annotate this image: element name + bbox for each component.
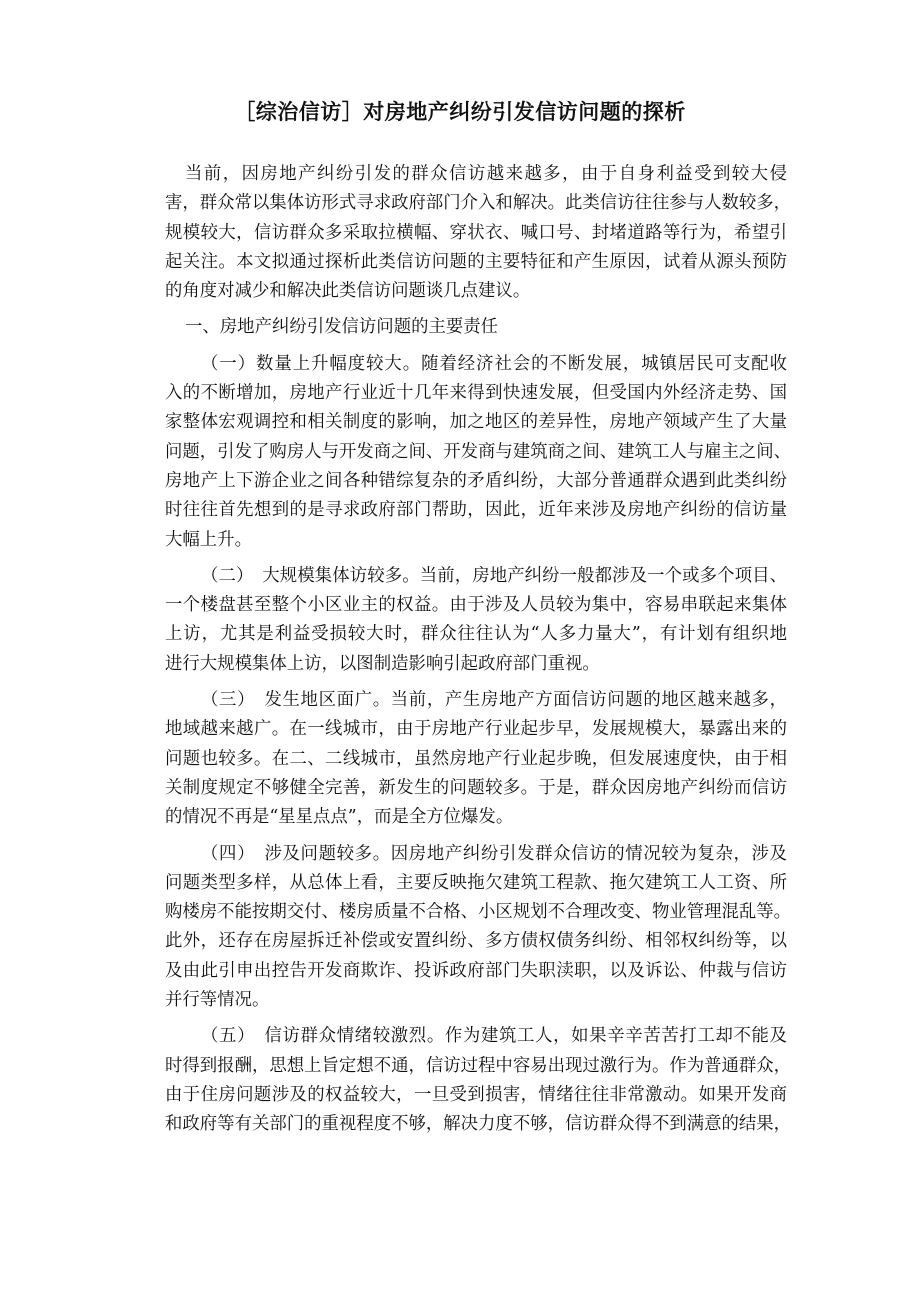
text-line: 起关注。本文拟通过探析此类信访问题的主要特征和产生原因，试着从源头预防 [165, 251, 787, 272]
text-line: 关制度规定不够健全完善，新发生的问题较多。于是，群众因房地产纠纷而信访 [165, 777, 787, 798]
text-line: 并行等情况。 [165, 990, 270, 1011]
text-line: 购楼房不能按期交付、楼房质量不合格、小区规划不合理改变、物业管理混乱等。 [165, 902, 792, 923]
document-body [165, 160, 792, 1147]
text-line: 家整体宏观调控和相关制度的影响，加之地区的差异性，房地产领域产生了大量 [165, 412, 787, 433]
text-line: 此外，还存在房屋拆迁补偿或安置纠纷、多方债权债务纠纷、相邻权纠纷等，以 [165, 931, 787, 952]
text-line: （四） 涉及问题较多。因房地产纠纷引发群众信访的情况较为复杂，涉及 [201, 843, 787, 864]
text-line: 时得到报酬，思想上旨定想不通，信访过程中容易出现过激行为。作为普通群众， [165, 1055, 792, 1076]
paragraph [165, 160, 792, 306]
text-line: 和政府等有关部门的重视程度不够，解决力度不够，信访群众得不到满意的结果， [165, 1114, 792, 1135]
text-line: 问题，引发了购房人与开发商之间、开发商与建筑商之间、建筑工人与雇主之间、 [165, 441, 792, 462]
text-line: （五） 信访群众情绪较激烈。作为建筑工人，如果辛辛苦苦打工却不能及 [201, 1026, 787, 1047]
paragraph [165, 1022, 792, 1139]
document-title: ［综治信访］对房地产纠纷引发信访问题的探析 [234, 100, 686, 124]
text-line: 地域越来越广。在一线城市，由于房地产行业起步早，发展规模大，暴露出来的 [165, 719, 787, 740]
text-line: 由于住房问题涉及的权益较大，一旦受到损害，情绪往往非常激动。如果开发商 [165, 1084, 787, 1105]
text-line: 规模较大，信访群众多采取拉横幅、穿状衣、喊口号、封堵道路等行为，希望引 [165, 222, 787, 243]
text-line: （三） 发生地区面广。当前，产生房地产方面信访问题的地区越来越多， [201, 690, 787, 711]
text-line: （一）数量上升幅度较大。随着经济社会的不断发展，城镇居民可支配收 [201, 353, 787, 374]
paragraph [165, 686, 787, 832]
text-line: （二） 大规模集体访较多。当前，房地产纠纷一般都涉及一个或多个项目、 [201, 565, 787, 586]
text-line: 及由此引申出控告开发商欺诈、投诉政府部门失职渎职，以及诉讼、仲裁与信访 [165, 960, 787, 981]
paragraph [165, 350, 792, 555]
text-line: 的角度对减少和解决此类信访问题谈几点建议。 [165, 281, 531, 302]
text-line: 时往往首先想到的是寻求政府部门帮助，因此，近年来涉及房地产纠纷的信访量 [165, 500, 787, 521]
text-line: 进行大规模集体上访，以图制造影响引起政府部门重视。 [165, 653, 600, 674]
section-heading [165, 313, 787, 342]
paragraph [165, 840, 792, 1016]
text-line: 当前，因房地产纠纷引发的群众信访越来越多，由于自身利益受到较大侵 [185, 164, 787, 184]
text-line: 一个楼盘甚至整个小区业主的权益。由于涉及人员较为集中，容易串联起来集体 [165, 595, 787, 616]
text-line: 的情况不再是“星星点点”，而是全方位爆发。 [165, 807, 514, 828]
text-line: 大幅上升。 [165, 529, 252, 550]
text-line: 上访，尤其是利益受损较大时，群众往往认为“人多力量大”，有计划有组织地 [165, 624, 787, 645]
text-line: 问题类型多样，从总体上看，主要反映拖欠建筑工程款、拖欠建筑工人工资、所 [165, 872, 787, 893]
text-line: 害，群众常以集体访形式寻求政府部门介入和解决。此类信访往往参与人数较多， [165, 193, 792, 214]
text-line: 房地产上下游企业之间各种错综复杂的矛盾纠纷，大部分普通群众遇到此类纠纷 [165, 470, 787, 491]
text-line: 入的不断增加，房地产行业近十几年来得到快速发展，但受国内外经济走势、国 [165, 383, 787, 404]
text-line: 一、房地产纠纷引发信访问题的主要责任 [185, 317, 499, 338]
paragraph [165, 562, 787, 679]
text-line: 问题也较多。在二、二线城市，虽然房地产行业起步晚，但发展速度快，由于相 [165, 748, 787, 769]
